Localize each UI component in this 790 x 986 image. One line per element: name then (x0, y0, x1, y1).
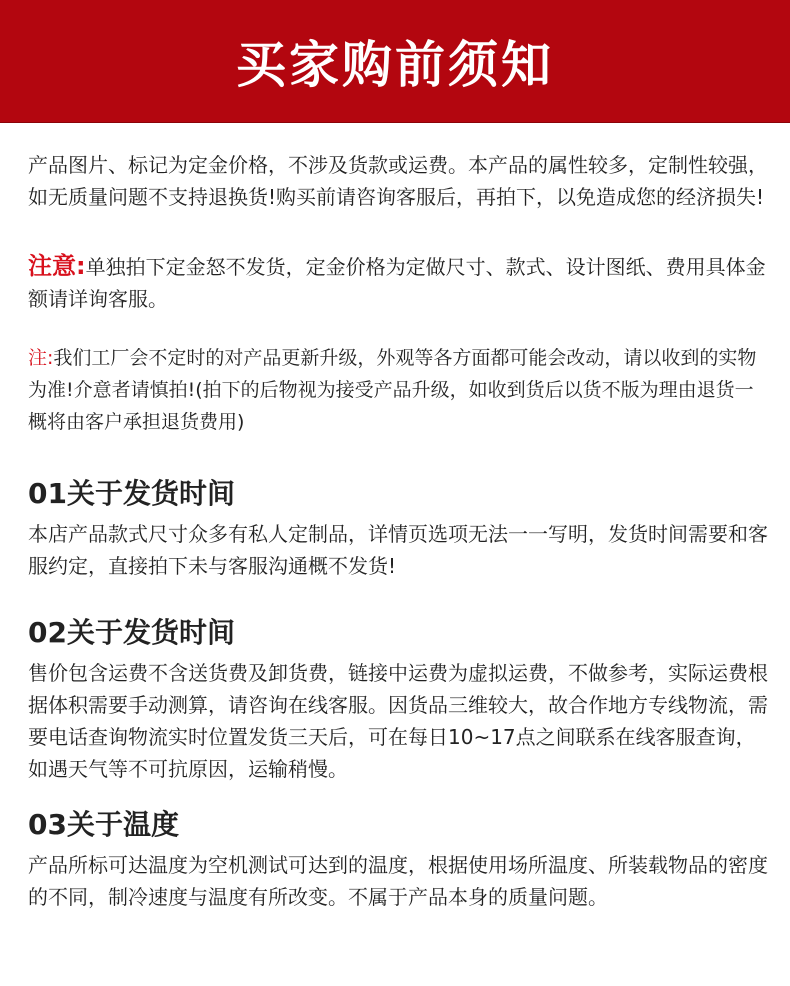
page-title: 买家购前须知 (236, 36, 554, 94)
intro-paragraph: 产品图片、标记为定金价格，不涉及货款或运费。本产品的属性较多，定制性较强，如无质量问题不支持退换货!购买前请咨询客服后，再拍下，以免造成您的经济损失! (28, 153, 768, 209)
section-body-shipping-cost: 售价包含运费不含送货费及卸货费，链接中运费为虚拟运费，不做参考，实际运费根据体积需要手动测算，请咨询在线客服。因货品三维较大，故合作地方专线物流，需要电话查询物流实时位置发货三天后，可在每日10~17点之间联系在线客服查询，如遇天气等不可抗原因，运输稍慢。 (28, 661, 768, 781)
section-body-temperature: 产品所标可达温度为空机测试可达到的温度，根据使用场所温度、所装载物品的密度的不同，制冷速度与温度有所改变。不属于产品本身的质量问题。 (28, 853, 768, 909)
notice-upgrade (28, 342, 768, 438)
section-heading-shipping-time: 01关于发货时间 (28, 477, 235, 510)
header-banner (0, 0, 790, 123)
notice-deposit (28, 250, 768, 315)
section-heading-shipping-cost: 02关于发货时间 (28, 616, 235, 649)
notice-upgrade-text: 我们工厂会不定时的对产品更新升级，外观等各方面都可能会改动，请以收到的实物为准!介意者请慎拍!(拍下的后物视为接受产品升级，如收到货后以货不版为理由退货一概将由客户承担退货费用) (28, 347, 757, 433)
notice-deposit-text: 单独拍下定金怒不发货，定金价格为定做尺寸、款式、设计图纸、费用具体金额请详询客服。 (28, 255, 766, 311)
section-body-shipping-time: 本店产品款式尺寸众多有私人定制品，详情页选项无法一一写明，发货时间需要和客服约定，直接拍下未与客服沟通概不发货! (28, 522, 768, 578)
notice-upgrade-label: 注: (28, 347, 54, 369)
notice-deposit-label: 注意: (28, 252, 86, 280)
section-heading-temperature: 03关于温度 (28, 808, 179, 841)
notice-content (0, 149, 768, 913)
